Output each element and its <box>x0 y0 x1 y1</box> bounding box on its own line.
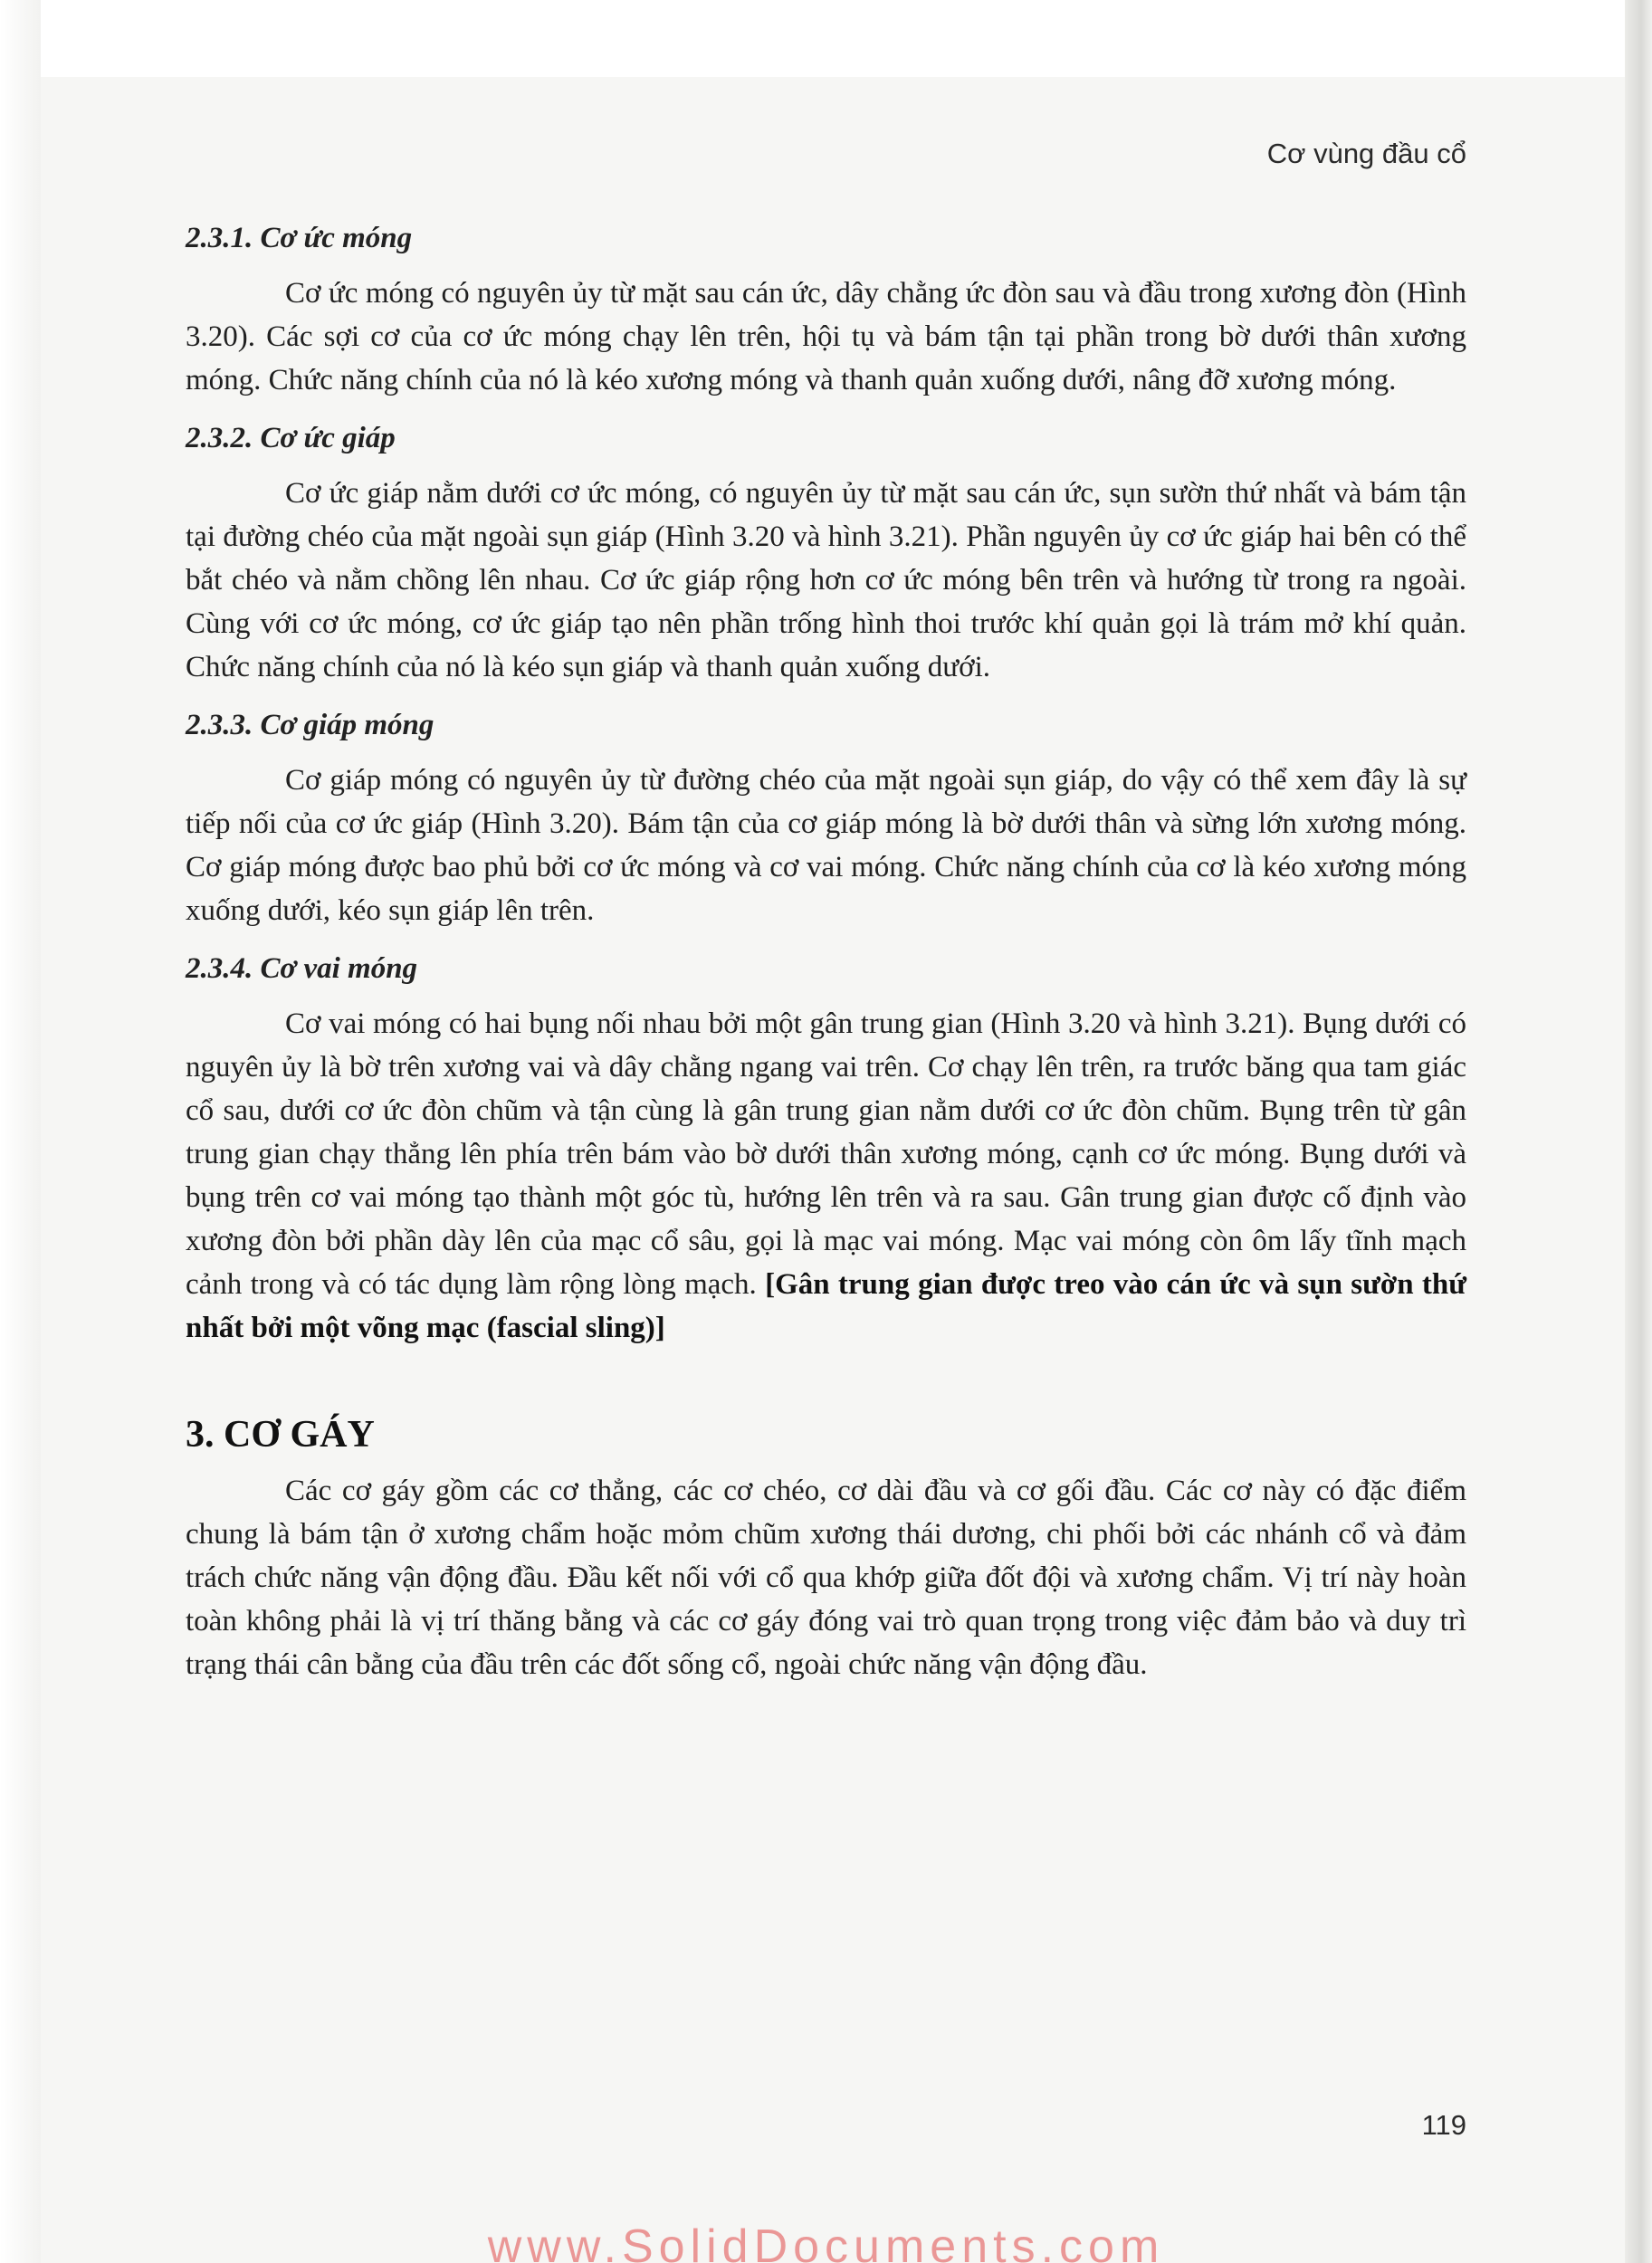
paragraph-2-3-4-text: Cơ vai móng có hai bụng nối nhau bởi một gân trung gian (Hình 3.20 và hình 3.21). Bụng dưới có nguyên ủy là bờ trên xương vai và dây chằng ngang vai trên. Cơ chạy lên trên, ra trước băng qua tam giác cổ sau, dưới cơ ức đòn chũm và tận cùng là gân trung gian nằm dưới cơ ức đòn chũm. Bụng trên từ gân trung gian chạy thẳng lên phía trên bám vào bờ dưới thân xương móng, cạnh cơ ức móng. Bụng dưới và bụng trên cơ vai móng tạo thành một góc tù, hướng lên trên và ra sau. Gân trung gian được cố định vào xương đòn bởi phần dày lên của mạc cổ sâu, gọi là mạc vai móng. Mạc vai móng còn ôm lấy tĩnh mạch cảnh trong và có tác dụng làm rộng lòng mạch. <box>186 1007 1466 1301</box>
paragraph-2-3-4 <box>186 1002 1466 1350</box>
paragraph-2-3-2: Cơ ức giáp nằm dưới cơ ức móng, có nguyên ủy từ mặt sau cán ức, sụn sườn thứ nhất và bám tận tại đường chéo của mặt ngoài sụn giáp (Hình 3.20 và hình 3.21). Phần nguyên ủy cơ ức giáp hai bên có thể bắt chéo và nằm chồng lên nhau. Cơ ức giáp rộng hơn cơ ức móng bên trên và hướng từ trong ra ngoài. Cùng với cơ ức móng, cơ ức giáp tạo nên phần trống hình thoi trước khí quản gọi là trám mở khí quản. Chức năng chính của nó là kéo sụn giáp và thanh quản xuống dưới. <box>186 477 1466 683</box>
subheading-2-3-4: 2.3.4. Cơ vai móng <box>186 952 418 985</box>
subheading-2-3-3: 2.3.3. Cơ giáp móng <box>186 709 434 741</box>
paragraph-3: Các cơ gáy gồm các cơ thẳng, các cơ chéo, cơ dài đầu và cơ gối đầu. Các cơ này có đặc điểm chung là bám tận ở xương chẩm hoặc mỏm chũm xương thái dương, chi phối bởi các nhánh cổ và đảm trách chức năng vận động đầu. Đầu kết nối với cổ qua khớp giữa đốt đội và xương chẩm. Vị trí này hoàn toàn không phải là vị trí thăng bằng và các cơ gáy đóng vai trò quan trọng trong việc đảm bảo và duy trì trạng thái cân bằng của đầu trên các đốt sống cổ, ngoài chức năng vận động đầu. <box>186 1475 1466 1681</box>
scan-left-edge <box>0 0 41 2263</box>
running-header: Cơ vùng đầu cổ <box>1266 138 1466 169</box>
scan-top-margin <box>0 0 1652 77</box>
page-content <box>186 222 1466 1706</box>
section-heading-3: 3. CƠ GÁY <box>186 1414 375 1456</box>
paragraph-2-3-1: Cơ ức móng có nguyên ủy từ mặt sau cán ức, dây chằng ức đòn sau và đầu trong xương đòn (Hình 3.20). Các sợi cơ của cơ ức móng chạy lên trên, hội tụ và bám tận tại phần trong bờ dưới thân xương móng. Chức năng chính của nó là kéo xương móng và thanh quản xuống dưới, nâng đỡ xương móng. <box>186 277 1466 396</box>
subheading-2-3-1: 2.3.1. Cơ ức móng <box>186 222 413 254</box>
scan-right-edge <box>1625 0 1652 2263</box>
subheading-2-3-2: 2.3.2. Cơ ức giáp <box>186 422 396 454</box>
paragraph-2-3-4-bold-note: [Gân trung gian được treo vào cán ức và sụn sườn thứ nhất bởi một võng mạc (fascial sling)] <box>186 1268 1467 1344</box>
paragraph-2-3-3: Cơ giáp móng có nguyên ủy từ đường chéo của mặt ngoài sụn giáp, do vậy có thể xem đây là sự tiếp nối của cơ ức giáp (Hình 3.20). Bám tận của cơ giáp móng là bờ dưới thân và sừng lớn xương móng. Cơ giáp móng được bao phủ bởi cơ ức móng và cơ vai móng. Chức năng chính của cơ là kéo xương móng xuống dưới, kéo sụn giáp lên trên. <box>186 764 1466 927</box>
watermark: www.SolidDocuments.com <box>487 2220 1165 2263</box>
page-number: 119 <box>1421 2109 1466 2141</box>
